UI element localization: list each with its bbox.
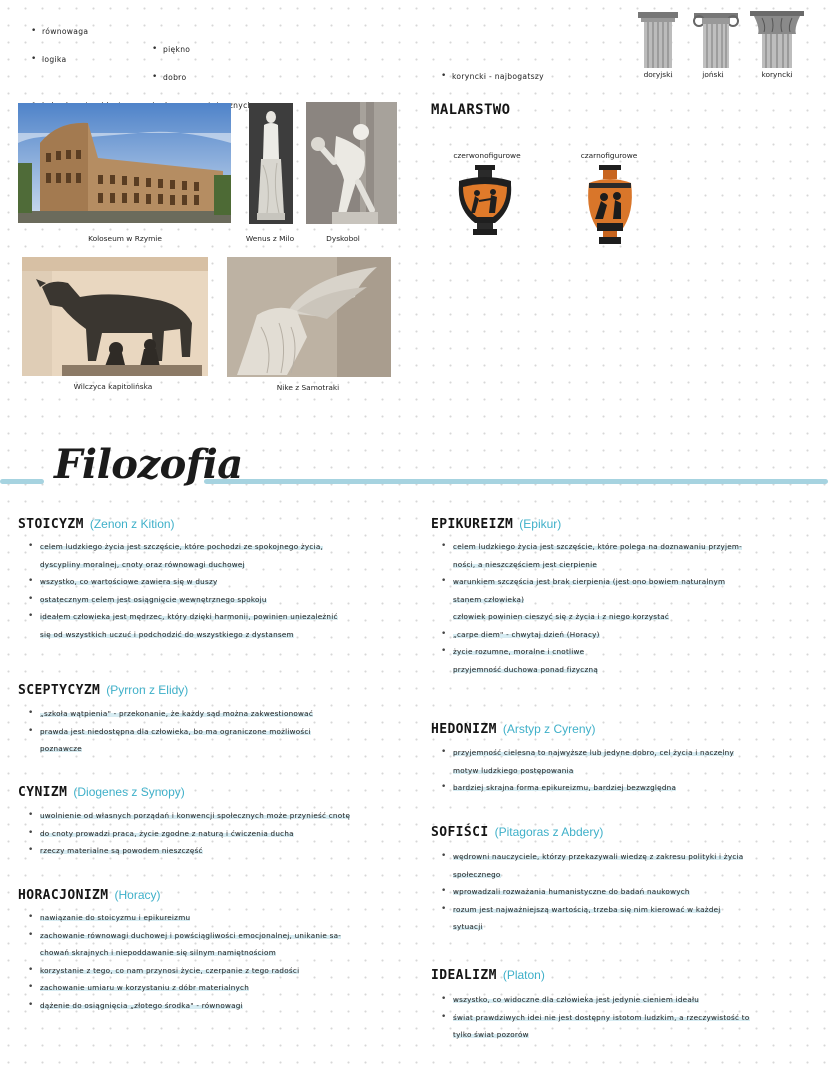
column-label-corinthian: koryncki (761, 70, 793, 79)
horacjonizm-list (40, 909, 415, 1014)
hedonizm-line: • bardziej skrajna forma epikureizmu, bardziej bezwzględna (453, 779, 821, 797)
sofisci-line: sytuacji (453, 922, 483, 931)
malarstwo-heading: MALARSTWO (431, 102, 511, 118)
horacjonizm-line: • zachowanie umiaru w korzystaniu z dóbr materialnych (40, 979, 415, 997)
koloseum-caption: Koloseum w Rzymie (88, 234, 162, 243)
horacjonizm-author: (Horacy) (114, 888, 161, 902)
epikureizm-line: ności, a nieszczęściem jest cierpienie (453, 559, 597, 569)
sofisci-heading (431, 825, 603, 840)
sceptycyzm-author: (Pyrron z Elidy) (106, 683, 189, 697)
nike-photo (227, 257, 391, 377)
list-item-dobro: • dobro (163, 73, 828, 82)
list-item-logika: • logika (42, 55, 828, 64)
idealizm-name: IDEALIZM (431, 968, 497, 983)
idealizm-line: • świat prawdziwych idei nie jest dostępny istotom ludzkim, a rzeczywistość to (453, 1009, 821, 1027)
sceptycyzm-line: poznawcze (40, 744, 82, 753)
cynizm-heading (18, 785, 185, 800)
epikureizm-line: • celem ludzkiego życia jest szczęście, które polega na doznawaniu przyjem- (453, 538, 821, 556)
horacjonizm-line: • nawiązanie do stoicyzmu i epikureizmu (40, 909, 415, 927)
epikureizm-line: przyjemność duchowa ponad fizyczną (453, 664, 598, 674)
column-label-ionic: joński (702, 70, 724, 79)
vase-label-black-figure: czarnofigurowe (580, 151, 638, 160)
sofisci-line: • wprowadzali rozważania humanistyczne do badań naukowych (453, 883, 821, 901)
stoicyzm-line: • ideałem człowieka jest mędrzec, który dzięki harmonii, powinien uniezależnić (40, 608, 415, 626)
horacjonizm-line: • korzystanie z tego, co nam przynosi życie, czerpanie z tego radości (40, 962, 415, 980)
idealizm-heading (431, 968, 545, 983)
sofisci-line: • wędrowni nauczyciele, którzy przekazywali wiedzę z zakresu polityki i życia (453, 848, 821, 866)
list-item-korynckie: • koryncki - najbogatszy (452, 72, 828, 81)
stoicyzm-line: dyscypliny moralnej, cnoty oraz równowagi duchowej (40, 559, 245, 569)
list-item-rownowaga: • równowaga (42, 27, 828, 36)
idealizm-line: tylko świat pozorów (453, 1030, 529, 1039)
title-divider-right (204, 479, 828, 484)
stoicyzm-line: • wszystko, co wartościowe zawiera się w duszy (40, 573, 415, 591)
cynizm-line: • rzeczy materialne są powodem nieszczęść (40, 842, 415, 860)
sceptycyzm-heading (18, 683, 188, 698)
wilczyca-caption: Wilczyca kapitolińska (73, 382, 153, 391)
sceptycyzm-line: • prawda jest niedostępna dla człowieka, bo ma ograniczone możliwości (40, 723, 415, 741)
sceptycyzm-list (40, 705, 415, 758)
greek-columns-illustration (634, 10, 812, 72)
dyskobol-photo (306, 102, 397, 224)
red-figure-vase-icon (455, 165, 515, 237)
wenus-photo (249, 103, 293, 224)
stoicyzm-line: • ostatecznym celem jest osiągnięcie wewnętrznego spokoju (40, 591, 415, 609)
horacjonizm-line: • dążenie do osiągnięcia „złotego środka" - równowagi (40, 997, 415, 1015)
hedonizm-line: • przyjemność cielesna to najwyższe lub jedyne dobro, cel życia i naczelny (453, 744, 821, 762)
cynizm-line: • do cnoty prowadzi praca, życie zgodne z naturą i ćwiczenia ducha (40, 825, 415, 843)
epikureizm-line: • „carpe diem" - chwytaj dzień (Horacy) (453, 626, 821, 644)
epikureizm-line: • warunkiem szczęścia jest brak cierpienia (jest ono bowiem naturalnym (453, 573, 821, 591)
cynizm-list (40, 807, 415, 860)
sofisci-line: • rozum jest najważniejszą wartością, trzeba się nim kierować w każdej (453, 901, 821, 919)
sceptycyzm-name: SCEPTYCYZM (18, 683, 101, 698)
horacjonizm-line: chowań skrajnych i niepoddawanie się silnym namiętnościom (40, 948, 276, 957)
epikureizm-line: • życie rozumne, moralne i cnotliwe (453, 643, 821, 661)
cynizm-line: • uwolnienie od własnych porządań i konwencji społecznych może przynieść cnotę (40, 807, 415, 825)
doric-column-icon (638, 12, 678, 68)
stoicyzm-author: (Zenon z Kition) (89, 517, 175, 531)
epikureizm-list (453, 538, 821, 678)
epikureizm-line: człowiek powinien cieszyć się z życia i z niego korzystać (453, 612, 670, 621)
corinthian-column-icon (750, 11, 804, 68)
epikureizm-heading (431, 517, 561, 532)
sofisci-list (453, 848, 821, 936)
stoicyzm-line: się od wszystkich uczuć i podchodzić do wszystkiego z dystansem (40, 629, 294, 639)
vase-label-red-figure: czerwonofigurowe (453, 151, 521, 160)
dyskobol-caption: Dyskobol (326, 234, 360, 243)
cynizm-author: (Diogenes z Synopy) (73, 785, 185, 799)
idealizm-author: (Platon) (502, 968, 545, 982)
hedonizm-heading (431, 722, 596, 737)
cynizm-name: CYNIZM (18, 785, 68, 800)
horacjonizm-name: HORACJONIZM (18, 888, 109, 903)
horacjonizm-line: • zachowanie równowagi duchowej i powściągliwości emocjonalnej, unikanie sa- (40, 927, 415, 945)
sofisci-author: (Pitagoras z Abdery) (494, 825, 604, 839)
stoicyzm-name: STOICYZM (18, 517, 84, 532)
koloseum-photo (18, 103, 231, 223)
epikureizm-line: stanem człowieka) (453, 594, 525, 604)
idealizm-line: • wszystko, co widoczne dla człowieka jest jedynie cieniem ideału (453, 991, 821, 1009)
sofisci-name: SOFIŚCI (431, 825, 489, 840)
black-figure-vase-icon (585, 165, 635, 247)
title-divider-left (0, 479, 44, 484)
stoicyzm-list (40, 538, 415, 643)
filozofia-title: Filozofia (54, 441, 243, 488)
sceptycyzm-line: • „szkoła wątpienia" - przekonanie, że każdy sąd można zakwestionować (40, 705, 415, 723)
hedonizm-author: (Arstyp z Cyreny) (502, 722, 596, 736)
stoicyzm-line: • celem ludzkiego życia jest szczęście, które pochodzi ze spokojnego życia, (40, 538, 415, 556)
horacjonizm-heading (18, 888, 161, 903)
epikureizm-name: EPIKUREIZM (431, 517, 514, 532)
sofisci-line: społecznego (453, 869, 501, 879)
wilczyca-photo (22, 257, 208, 376)
hedonizm-name: HEDONIZM (431, 722, 497, 737)
column-label-doric: doryjski (643, 70, 673, 79)
hedonizm-line: motyw ludzkiego postępowania (453, 765, 574, 775)
list-item-piekno: • piękno (163, 45, 828, 54)
ionic-column-icon (694, 13, 738, 68)
epikureizm-author: (Epikur) (519, 517, 562, 531)
hedonizm-list (453, 744, 821, 797)
wenus-caption: Wenus z Milo (245, 234, 295, 243)
idealizm-list (453, 991, 821, 1044)
nike-caption: Nike z Samotraki (276, 383, 340, 392)
stoicyzm-heading (18, 517, 175, 532)
